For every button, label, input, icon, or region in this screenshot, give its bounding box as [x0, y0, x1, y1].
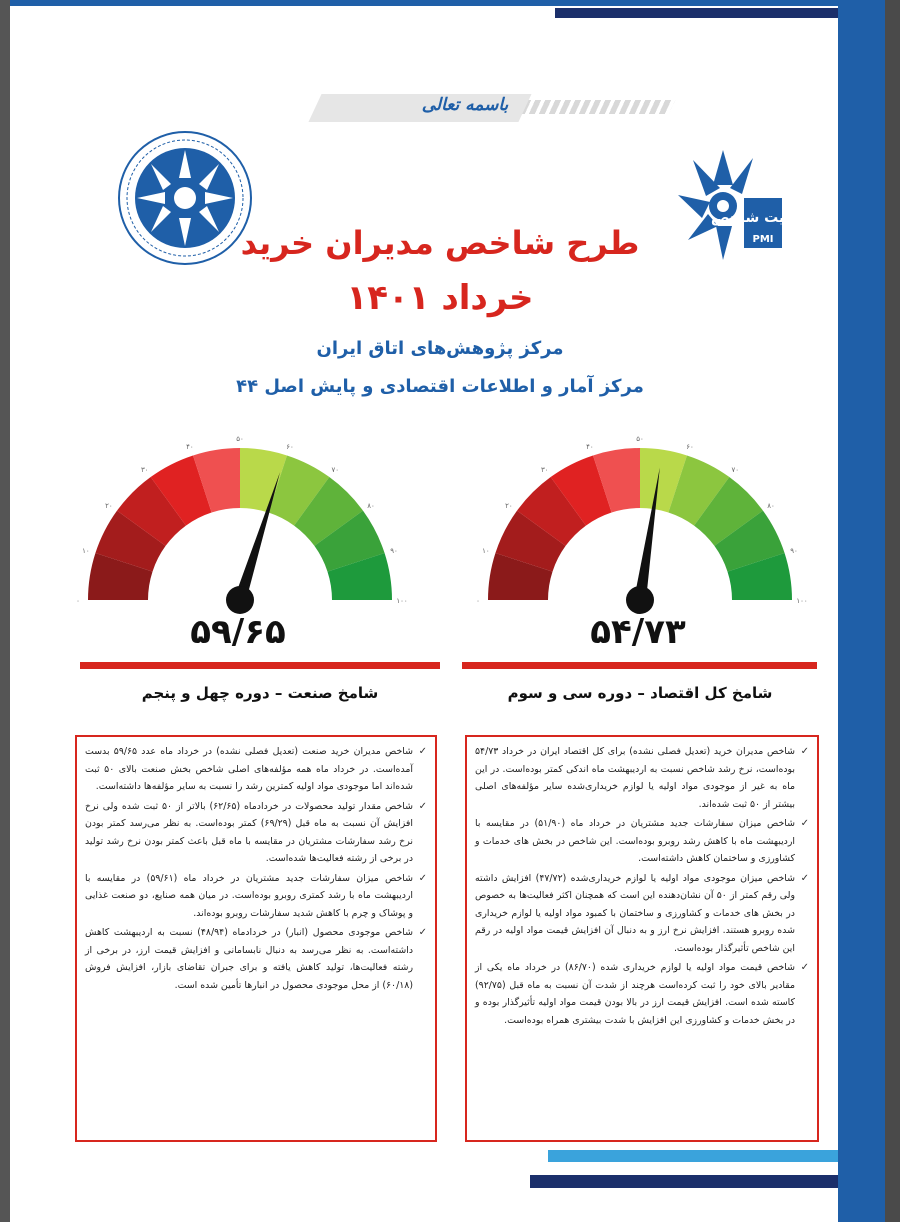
economy-gauge-tick: ۴۰ — [586, 442, 594, 451]
economy-gauge-tick: ۵۰ — [636, 435, 644, 443]
industry-bullet — [85, 798, 427, 868]
economy-gauge-hub — [626, 586, 654, 614]
economy-gauge-tick: ۶۰ — [686, 442, 694, 451]
gauge-industry — [76, 430, 408, 620]
pmi-logo-text: مدیریت شاخص — [711, 210, 815, 226]
industry-summary-box — [75, 735, 437, 1142]
industry-divider — [80, 662, 440, 669]
banner-label: باسمه تعالی — [421, 95, 509, 115]
pmi-logo-sub: PMI — [752, 234, 774, 245]
economy-gauge-tick: ۲۰ — [505, 501, 513, 510]
economy-value: ۵۴/۷۳ — [590, 612, 686, 652]
report-title: طرح شاخص مدیران خرید — [240, 224, 640, 262]
economy-caption: شامخ کل اقتصاد – دوره سی و سوم — [507, 684, 773, 702]
economy-bullet — [475, 815, 809, 868]
check-icon: ✓ — [418, 800, 427, 812]
report-date: خرداد ۱۴۰۱ — [346, 278, 534, 318]
industry-bullet-text: شاخص موجودی محصول (انبار) در خردادماه (۴۸/۹۴) نسبت به اردیبهشت کاهش داشته‌است. به نظر می‌رسد به دنبال نابسامانی و افزایش قیمت ارز، در برخی از رشته فعالیت‌ها، تولید کاهش یافته و برای جبران تقاضای بازار، افزایش فروش (۶۰/۱۸) از محل موجودی محصول در انبارها تأمین شده است. — [85, 927, 413, 991]
pmi-logo — [658, 140, 815, 270]
industry-gauge-tick: ۳۰ — [141, 465, 149, 474]
economy-bullet — [475, 870, 809, 958]
side-accent-bar — [838, 0, 885, 1222]
banner-stripes — [519, 100, 676, 114]
report-page — [10, 0, 838, 1222]
check-icon: ✓ — [800, 872, 809, 884]
top-accent-bar — [10, 0, 838, 6]
industry-bullet-text: شاخص مدیران خرید صنعت (تعدیل فصلی نشده) در خرداد ماه عدد ۵۹/۶۵ بدست آمده‌است. در خرداد ماه همه مؤلفه‌های اصلی شاخص بخش صنعت بالای ۵۰ ثبت شده‌اند اما موجودی مواد اولیه کمترین رشد را نسبت به سایر مؤلفه‌ها داشته‌است. — [85, 746, 414, 792]
industry-gauge-tick: ۲۰ — [105, 501, 113, 510]
industry-gauge-tick: ۷۰ — [331, 465, 339, 474]
org-name-2: مرکز آمار و اطلاعات اقتصادی و پایش اصل ۴۴ — [236, 376, 644, 397]
industry-gauge-tick: ۵۰ — [236, 435, 244, 443]
check-icon: ✓ — [800, 818, 809, 829]
check-icon: ✓ — [418, 746, 427, 757]
industry-gauge-tick: ۴۰ — [186, 442, 194, 451]
check-icon: ✓ — [800, 746, 809, 757]
check-icon: ✓ — [800, 962, 809, 973]
industry-bullet — [85, 870, 427, 923]
economy-bullet — [475, 959, 809, 1029]
industry-bullet-text: شاخص مقدار تولید محصولات در خردادماه (۶۲/۶۵) بالاتر از ۵۰ ثبت شده ولی نرخ افزایش آن نسبت به ماه قبل (۶۹/۲۹) کمتر بوده‌است. به نظر می‌رسد کمتر بودن نرخ رشد سفارشات مشتریان در مقایسه با ماه قبل باعث کمتر بودن نرخ رشد تولید در برخی از رشته فعالیت‌ها شده‌است. — [85, 800, 414, 864]
gauge-economy — [476, 430, 808, 620]
economy-gauge-tick: ۸۰ — [767, 501, 775, 510]
economy-bullet-text: شاخص قیمت مواد اولیه یا لوازم خریداری شده (۸۶/۷۰) در خرداد ماه یکی از مقادیر بالای خود را ثبت کرده‌است هرچند از شدت آن نسبت به ماه قبل (۹۲/۷۵) کاسته شده است. افزایش قیمت ارز در بالا بودن قیمت مواد اولیه تأثیرگذار بوده و در بخش خدمات و کشاورزی این افزایش با شدت بیشتری همراه بوده‌است. — [475, 962, 795, 1026]
viewer-edge — [885, 0, 900, 1222]
bottom-dark-bar — [530, 1175, 838, 1188]
industry-gauge-tick: ۱۰۰ — [396, 597, 408, 605]
economy-bullet — [475, 743, 809, 813]
industry-gauge-tick: ۱۰ — [82, 546, 90, 555]
industry-gauge-tick: ۹۰ — [390, 546, 398, 555]
org-name-1: مرکز پژوهش‌های اتاق ایران — [316, 338, 564, 359]
industry-bullet-list — [85, 743, 427, 994]
economy-gauge-tick: ۹۰ — [790, 546, 798, 555]
economy-summary-box — [465, 735, 819, 1142]
economy-gauge-tick: ۰ — [476, 597, 480, 605]
economy-gauge-tick: ۳۰ — [541, 465, 549, 474]
check-icon: ✓ — [418, 927, 427, 938]
industry-gauge-tick: ۶۰ — [286, 442, 294, 451]
industry-bullet-text: شاخص میزان سفارشات جدید مشتریان در خرداد ماه (۵۹/۶۱) در مقایسه با اردیبهشت ماه با رشد کمتری روبرو بوده‌است. در میان همه صنایع، دو صنعت غذایی و پوشاک و چرم با کاهش شدید سفارشات روبرو بوده‌اند. — [85, 872, 413, 919]
industry-gauge-hub — [226, 586, 254, 614]
economy-gauge-tick: ۱۰ — [482, 546, 490, 555]
economy-gauge-tick: ۷۰ — [731, 465, 739, 474]
bottom-accent-bar — [548, 1150, 838, 1162]
economy-bullet-text: شاخص میزان موجودی مواد اولیه یا لوازم خریداری‌شده (۴۷/۷۲) افزایش داشته ولی رقم کمتر از ۵۰ آن نشان‌دهنده این است که همچنان اکثر فعالیت‌ها به خصوص در بخش های خدمات و کشاورزی و ساختمان با کمبود مواد اولیه یا لوازم خریداری شده روبرو هستند. افزایش نرخ ارز و به دنبال آن افزایش قیمت مواد اولیه در رقم این شاخص تأثیرگذار بوده‌است. — [475, 872, 795, 954]
top-dark-bar — [555, 8, 838, 18]
check-icon: ✓ — [418, 872, 427, 884]
industry-bullet — [85, 924, 427, 994]
economy-divider — [462, 662, 817, 669]
economy-bullet-text: شاخص میزان سفارشات جدید مشتریان در خرداد ماه (۵۱/۹۰) در مقایسه با اردیبهشت ماه با کاهش رشد روبرو بوده‌است. این شاخص در بخش های خدمات و کشاورزی و ساختمان کاهش داشته‌است. — [475, 818, 795, 864]
industry-gauge-tick: ۰ — [76, 597, 80, 605]
industry-gauge-tick: ۸۰ — [367, 501, 375, 510]
economy-gauge-tick: ۱۰۰ — [796, 597, 808, 605]
economy-bullet-list — [475, 743, 809, 1029]
industry-value: ۵۹/۶۵ — [190, 612, 286, 652]
economy-bullet-text: شاخص مدیران خرید (تعدیل فصلی نشده) برای کل اقتصاد ایران در خرداد ۵۴/۷۳ بوده‌است، نرخ رشد شاخص نسبت به اردیبهشت ماه اندکی کمتر بوده‌است. در این ماه به غیر از موجودی مواد اولیه یا لوازم خریداری‌شده سایر مؤلفه‌های اصلی بیشتر از ۵۰ ثبت شده‌اند. — [475, 746, 795, 810]
industry-bullet — [85, 743, 427, 796]
industry-caption: شامخ صنعت – دوره چهل و پنجم — [141, 684, 379, 702]
